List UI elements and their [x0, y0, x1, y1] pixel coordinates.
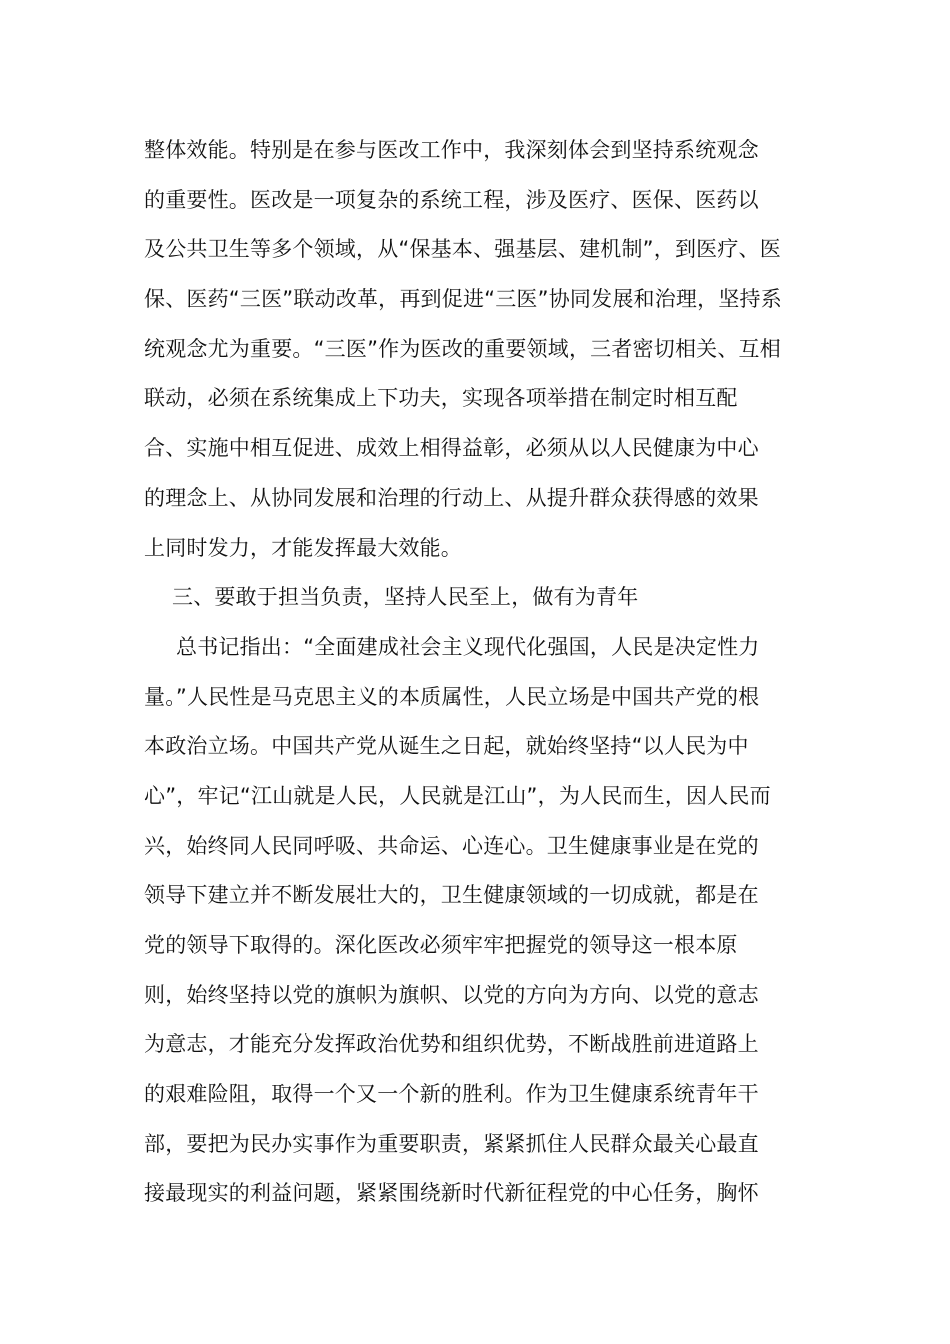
text-line: 统观念尤为重要。“三医”作为医改的重要领域，三者密切相关、互相	[144, 336, 781, 361]
text-line: 本政治立场。中国共产党从诞生之日起，就始终坚持“以人民为中	[144, 734, 749, 759]
text-line: 及公共卫生等多个领域，从“保基本、强基层、建机制”，到医疗、医	[144, 237, 781, 262]
text-line: 党的领导下取得的。深化医改必须牢牢把握党的领导这一根本原	[144, 933, 738, 957]
text-line: 合、实施中相互促进、成效上相得益彰，必须从以人民健康为中心	[144, 436, 759, 461]
text-line: 为意志，才能充分发挥政治优势和组织优势，不断战胜前进道路上	[144, 1032, 759, 1057]
text-line: 的理念上、从协同发展和治理的行动上、从提升群众获得感的效果	[144, 485, 759, 510]
text-line: 量。”人民性是马克思主义的本质属性，人民立场是中国共产党的根	[144, 684, 760, 709]
text-line: 接最现实的利益问题，紧紧围绕新时代新征程党的中心任务，胸怀	[144, 1181, 759, 1206]
section-heading: 三、要敢于担当负责，坚持人民至上，做有为青年	[172, 585, 639, 610]
text-line: 的重要性。医改是一项复杂的系统工程，涉及医疗、医保、医药以	[144, 187, 759, 212]
document-body	[144, 126, 808, 1219]
text-line: 总书记指出：“全面建成社会主义现代化强国，人民是决定性力	[176, 634, 760, 659]
text-line: 心”，牢记“江山就是人民，人民就是江山”，为人民而生，因人民而	[144, 783, 771, 808]
text-line: 整体效能。特别是在参与医改工作中，我深刻体会到坚持系统观念	[144, 138, 759, 162]
text-line: 保、医药“三医”联动改革，再到促进“三医”协同发展和治理，坚持系	[144, 287, 782, 312]
text-line: 领导下建立并不断发展壮大的，卫生健康领域的一切成就，都是在	[144, 883, 759, 908]
text-line: 上同时发力，才能发挥最大效能。	[144, 535, 462, 560]
text-line: 兴，始终同人民同呼吸、共命运、心连心。卫生健康事业是在党的	[144, 833, 759, 858]
text-line: 则，始终坚持以党的旗帜为旗帜、以党的方向为方向、以党的意志	[144, 982, 759, 1007]
text-line: 联动，必须在系统集成上下功夫，实现各项举措在制定时相互配	[144, 386, 738, 411]
text-line: 的艰难险阻，取得一个又一个新的胜利。作为卫生健康系统青年干	[144, 1082, 759, 1107]
text-line: 部，要把为民办实事作为重要职责，紧紧抓住人民群众最关心最直	[144, 1131, 759, 1156]
